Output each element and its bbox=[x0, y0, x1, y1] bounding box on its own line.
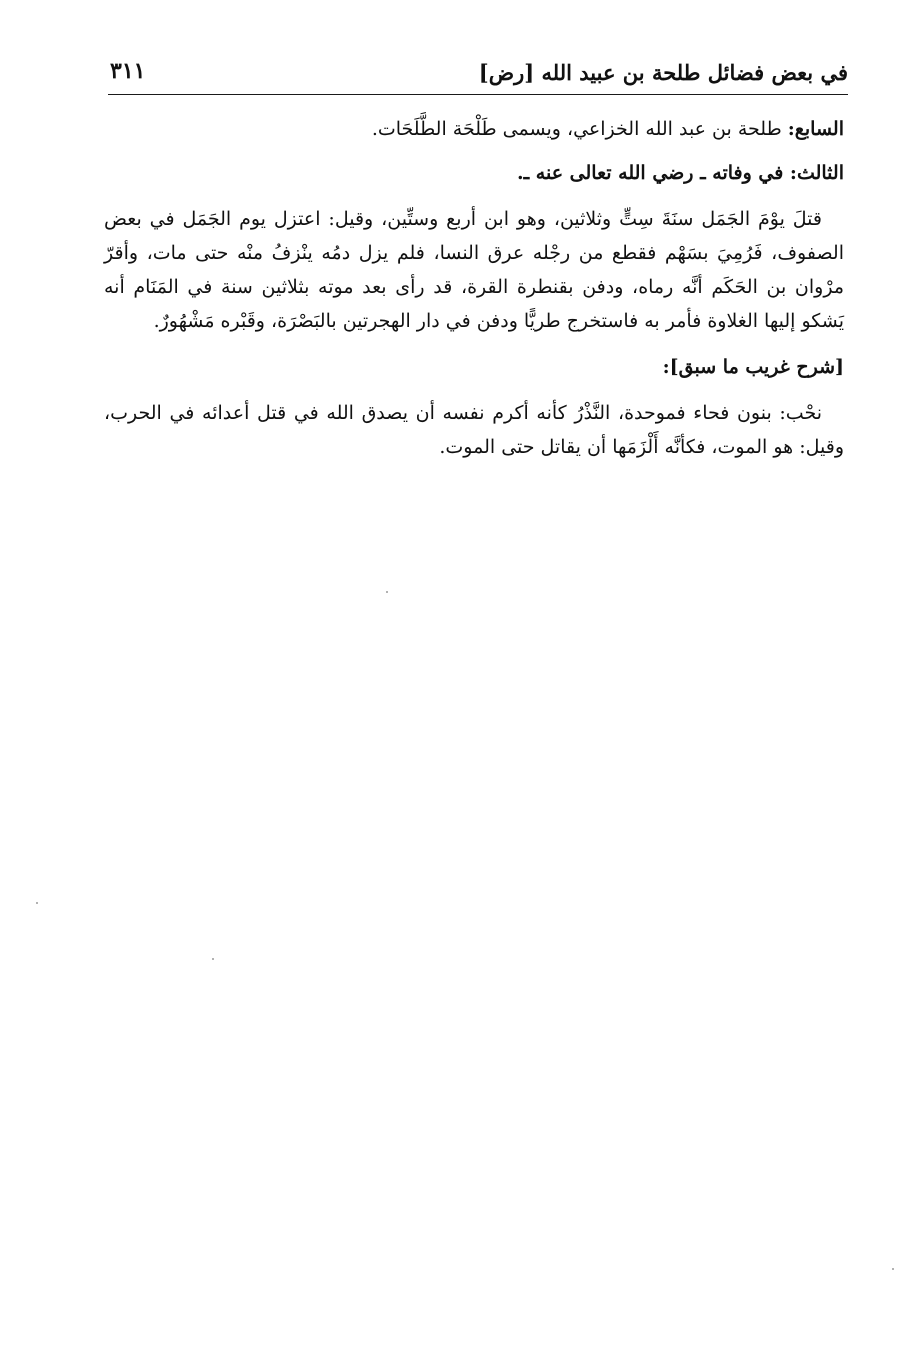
header-rule bbox=[108, 94, 848, 95]
main-text bbox=[104, 112, 844, 464]
seventh-text: طلحة بن عبد الله الخزاعي، ويسمى طَلْحَة الطَّلَحَات. bbox=[371, 118, 782, 140]
scan-speck bbox=[36, 902, 38, 904]
section-heading-third: الثالث: في وفاته ـ رضي الله تعالى عنه ـ. bbox=[517, 162, 844, 184]
page-number: ٣١١ bbox=[110, 58, 146, 84]
paragraph-death: قتلَ يوْمَ الجَمَل سنَةَ سِتٍّ وثلاثين، وهو ابن أربع وستِّين، وقيل: اعتزل يوم الجَمَل في بعض الصفوف، فَرُمِيَ بسَهْم فقطع من رجْله عرق النسا، فلم يزل دمُه ينْزفُ منْه حتى مات، وأقرّ مرْوان بن الحَكَم أنَّه رماه، ودفن بقنطرة القرة، قد رأى بعد موته بثلاثين سنة في المَنَام أنه يَشكو إليها الغلاوة فأمر به فاستخرج طريًّا ودفن في دار الهجرتين بالبَصْرَة، وقَبْره مَشْهُورٌ. bbox=[104, 208, 844, 332]
running-header bbox=[108, 58, 848, 94]
seventh-label: السابع: bbox=[787, 118, 844, 140]
paragraph-glossary-nahb: نحْب: بنون فحاء فموحدة، النَّذْرُ كأنه أكرم نفسه أن يصدق الله في قتل أعدائه في الحرب، وقيل: هو الموت، فكأنَّه أَلْزَمَها أن يقاتل حتى الموت. bbox=[104, 402, 844, 458]
scan-speck bbox=[212, 958, 214, 960]
running-title: في بعض فضائل طلحة بن عبيد الله [رض] bbox=[478, 60, 848, 85]
scan-speck bbox=[386, 591, 388, 593]
scan-speck bbox=[892, 1268, 894, 1270]
paragraph-seventh bbox=[104, 112, 844, 146]
section-heading-glossary: [شرح غريب ما سبق]: bbox=[662, 356, 844, 378]
